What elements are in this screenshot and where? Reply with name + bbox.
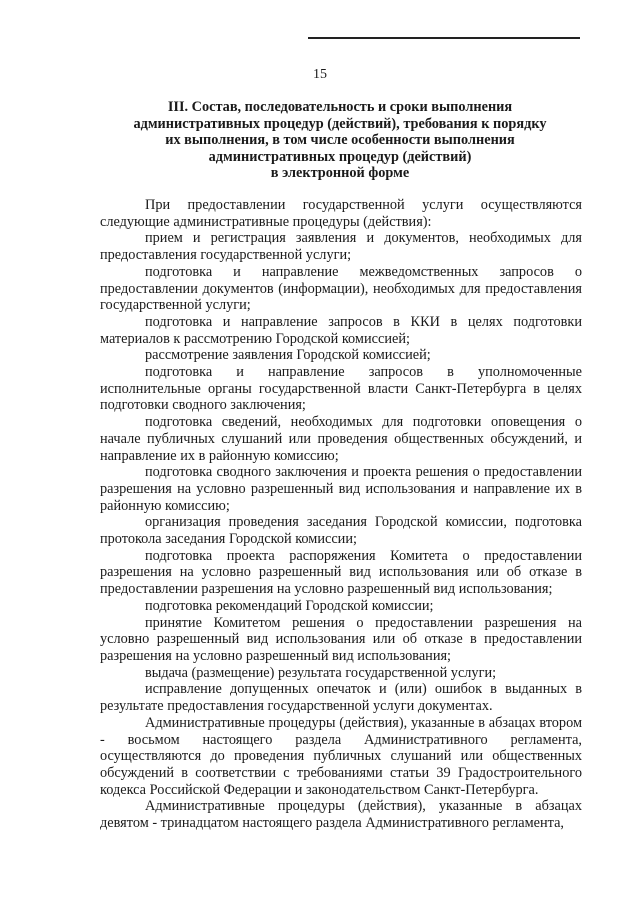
paragraph: выдача (размещение) результата государственной услуги; — [145, 664, 497, 681]
header-rule — [308, 37, 580, 39]
paragraph: подготовка и направление запросов в уполномоченные исполнительные органы государственной власти Санкт-Петербурга в целях подготовки сводного заключения; — [100, 364, 582, 414]
paragraph: подготовка сведений, необходимых для подготовки оповещения о начале публичных слушаний или проведения общественных обсуждений, и направление их в районную комиссию; — [100, 414, 582, 464]
paragraph: организация проведения заседания Городской комиссии, подготовка протокола заседания Городской комиссии; — [100, 514, 582, 548]
paragraph: При предоставлении государственной услуги осуществляются следующие административные процедуры (действия): — [100, 197, 582, 230]
section-title-line: их выполнения, в том числе особенности выполнения — [165, 132, 515, 149]
paragraph: подготовка и направление запросов в ККИ в целях подготовки материалов к рассмотрению Городской комиссией; — [100, 313, 582, 347]
paragraph: принятие Комитетом решения о предоставлении разрешения на условно разрешенный вид использования или об отказе в предоставлении разрешения на условно разрешенный вид использования; — [100, 614, 582, 664]
paragraph: подготовка проекта распоряжения Комитета о предоставлении разрешения на условно разрешенный вид использования или об отказе в предоставлении разрешения на условно разрешенный вид использования; — [100, 547, 582, 598]
section-title-line: III. Состав, последовательность и сроки выполнения — [167, 99, 513, 115]
section-title-line: административных процедур (действий) — [208, 148, 472, 165]
section-title-line: в электронной форме — [270, 165, 410, 182]
paragraph: Административные процедуры (действия), указанные в абзацах втором - восьмом настоящего раздела Административного регламента, осуществляются до проведения публичных слушаний или общественных обсуждений в соответствии с требованиями статьи 39 Градостроительного кодекса Российской Федерации и законодательством Санкт-Петербурга. — [100, 714, 582, 798]
paragraph: рассмотрение заявления Городской комиссией; — [145, 347, 431, 364]
paragraph: прием и регистрация заявления и документов, необходимых для предоставления государственной услуги; — [100, 230, 582, 264]
body-text — [100, 197, 582, 832]
paragraph: подготовка сводного заключения и проекта решения о предоставлении разрешения на условно разрешенный вид использования и направление их в районную комиссию; — [100, 464, 582, 514]
section-title-line: административных процедур (действий), требования к порядку — [133, 115, 547, 132]
paragraph: подготовка и направление межведомственных запросов о предоставлении документов (информации), необходимых для предоставления государственной услуги; — [100, 263, 582, 314]
paragraph: Административные процедуры (действия), указанные в абзацах девятом - тринадцатом настоящего раздела Административного регламента, — [100, 798, 582, 832]
section-title — [100, 99, 580, 182]
paragraph: подготовка рекомендаций Городской комиссии; — [145, 597, 434, 614]
paragraph: исправление допущенных опечаток и (или) ошибок в выданных в результате предоставления государственной услуги документах. — [100, 681, 582, 715]
page-number: 15 — [313, 67, 327, 82]
